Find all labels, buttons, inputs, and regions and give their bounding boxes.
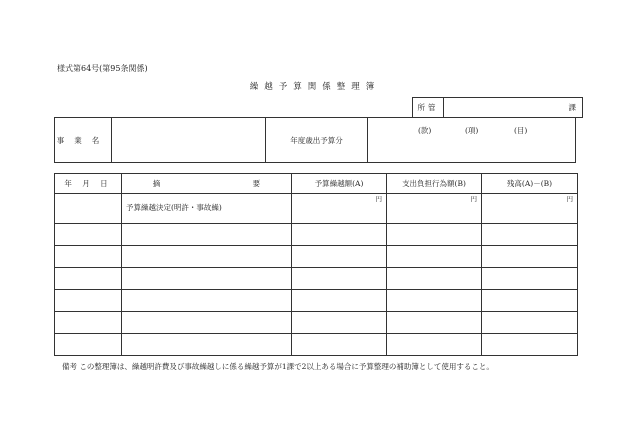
- footnote: 備考 この整理簿は、繰越明許費及び事故繰越しに係る繰越予算が1課で2以上ある場合に予算整理の補助簿として使用すること。: [62, 362, 494, 371]
- commitment-cell[interactable]: [387, 290, 482, 312]
- summary-cell[interactable]: [122, 312, 292, 334]
- ledger-table: [54, 173, 578, 356]
- budget-item-moku: (目): [514, 126, 528, 135]
- summary-cell[interactable]: [122, 334, 292, 356]
- date-cell[interactable]: [55, 334, 122, 356]
- table-row: [55, 290, 578, 312]
- table-row: [55, 224, 578, 246]
- date-cell[interactable]: [55, 224, 122, 246]
- project-table: [54, 117, 576, 163]
- budget-item-kou: (項): [465, 126, 479, 135]
- carryover-cell[interactable]: 円: [292, 194, 387, 224]
- department-unit: 課: [568, 103, 576, 112]
- header-summary: 摘 要: [122, 174, 292, 194]
- summary-cell[interactable]: 予算繰越決定(明許・事故繰): [122, 194, 292, 224]
- table-row: [55, 268, 578, 290]
- carryover-cell[interactable]: [292, 268, 387, 290]
- table-row: [55, 194, 578, 224]
- date-cell[interactable]: [55, 312, 122, 334]
- carryover-cell[interactable]: [292, 290, 387, 312]
- commitment-cell[interactable]: 円: [387, 194, 482, 224]
- form-number: 様式第64号(第95条関係): [57, 64, 148, 73]
- project-name-label: 事業名: [55, 118, 112, 163]
- table-row: [55, 246, 578, 268]
- date-cell[interactable]: [55, 290, 122, 312]
- header-carryover: 予算繰越額(A): [292, 174, 387, 194]
- department-table: [412, 97, 583, 118]
- date-cell[interactable]: [55, 246, 122, 268]
- summary-cell[interactable]: [122, 290, 292, 312]
- commitment-cell[interactable]: [387, 246, 482, 268]
- date-cell[interactable]: [55, 194, 122, 224]
- commitment-cell[interactable]: [387, 224, 482, 246]
- table-row: [55, 312, 578, 334]
- carryover-cell[interactable]: [292, 246, 387, 268]
- carryover-cell[interactable]: [292, 312, 387, 334]
- balance-cell[interactable]: 円: [482, 194, 578, 224]
- table-row: [55, 334, 578, 356]
- carryover-cell[interactable]: [292, 334, 387, 356]
- department-label: 所管: [413, 98, 444, 118]
- page-title: 繰越予算関係整理簿: [249, 82, 381, 92]
- commitment-cell[interactable]: [387, 334, 482, 356]
- balance-cell[interactable]: [482, 334, 578, 356]
- balance-cell[interactable]: [482, 268, 578, 290]
- department-field[interactable]: [444, 98, 583, 118]
- header-balance: 残高(A)－(B): [482, 174, 578, 194]
- header-commitment: 支出負担行為額(B): [387, 174, 482, 194]
- balance-cell[interactable]: [482, 290, 578, 312]
- budget-label: 年度歳出予算分: [266, 118, 368, 163]
- commitment-cell[interactable]: [387, 312, 482, 334]
- date-cell[interactable]: [55, 268, 122, 290]
- summary-cell[interactable]: [122, 246, 292, 268]
- budget-item-kan: (款): [418, 126, 432, 135]
- commitment-cell[interactable]: [387, 268, 482, 290]
- summary-cell[interactable]: [122, 224, 292, 246]
- balance-cell[interactable]: [482, 246, 578, 268]
- project-name-field[interactable]: [112, 118, 266, 163]
- budget-field[interactable]: [368, 118, 576, 163]
- carryover-cell[interactable]: [292, 224, 387, 246]
- balance-cell[interactable]: [482, 224, 578, 246]
- balance-cell[interactable]: [482, 312, 578, 334]
- header-date: 年 月 日: [55, 174, 122, 194]
- summary-cell[interactable]: [122, 268, 292, 290]
